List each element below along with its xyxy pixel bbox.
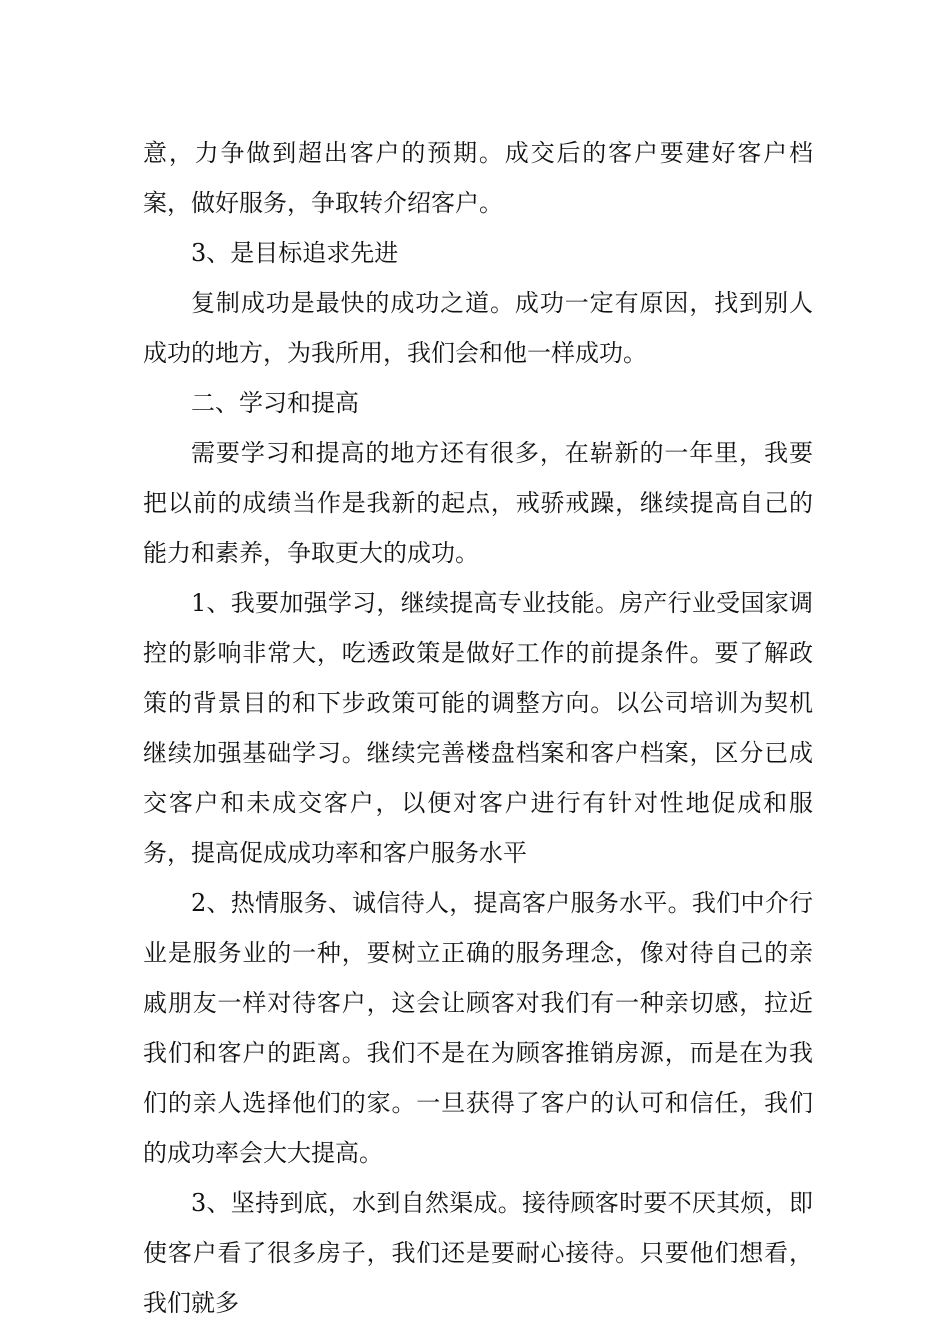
paragraph-item-2: 2、热情服务、诚信待人，提高客户服务水平。我们中介行业是服务业的一种，要树立正确的服务理念，像对待自己的亲戚朋友一样对待客户，这会让顾客对我们有一种亲切感，拉近我们和客户的距离。我们不是在为顾客推销房源，而是在为我们的亲人选择他们的家。一旦获得了客户的认可和信任，我们的成功率会大大提高。 (143, 889, 813, 1167)
list-item-heading-3: 3、是目标追求先进 (191, 239, 399, 267)
paragraph-item-3: 3、坚持到底，水到自然渠成。接待顾客时要不厌其烦，即使客户看了很多房子，我们还是要耐心接待。只要他们想看，我们就多 (143, 1189, 813, 1317)
paragraph-continuation: 意，力争做到超出客户的预期。成交后的客户要建好客户档案，做好服务，争取转介绍客户。 (143, 139, 813, 217)
document-body (143, 128, 813, 1328)
paragraph-item-1: 1、我要加强学习，继续提高专业技能。房产行业受国家调控的影响非常大，吃透政策是做好工作的前提条件。要了解政策的背景目的和下步政策可能的调整方向。以公司培训为契机继续加强基础学习。继续完善楼盘档案和客户档案，区分已成交客户和未成交客户，以便对客户进行有针对性地促成和服务，提高促成成功率和客户服务水平 (143, 589, 813, 867)
section-heading-learning: 二、学习和提高 (191, 389, 359, 417)
paragraph-learning-intro: 需要学习和提高的地方还有很多，在崭新的一年里，我要把以前的成绩当作是我新的起点，戒骄戒躁，继续提高自己的能力和素养，争取更大的成功。 (143, 439, 813, 567)
paragraph-copy-success: 复制成功是最快的成功之道。成功一定有原因，找到别人成功的地方，为我所用，我们会和他一样成功。 (143, 289, 813, 367)
